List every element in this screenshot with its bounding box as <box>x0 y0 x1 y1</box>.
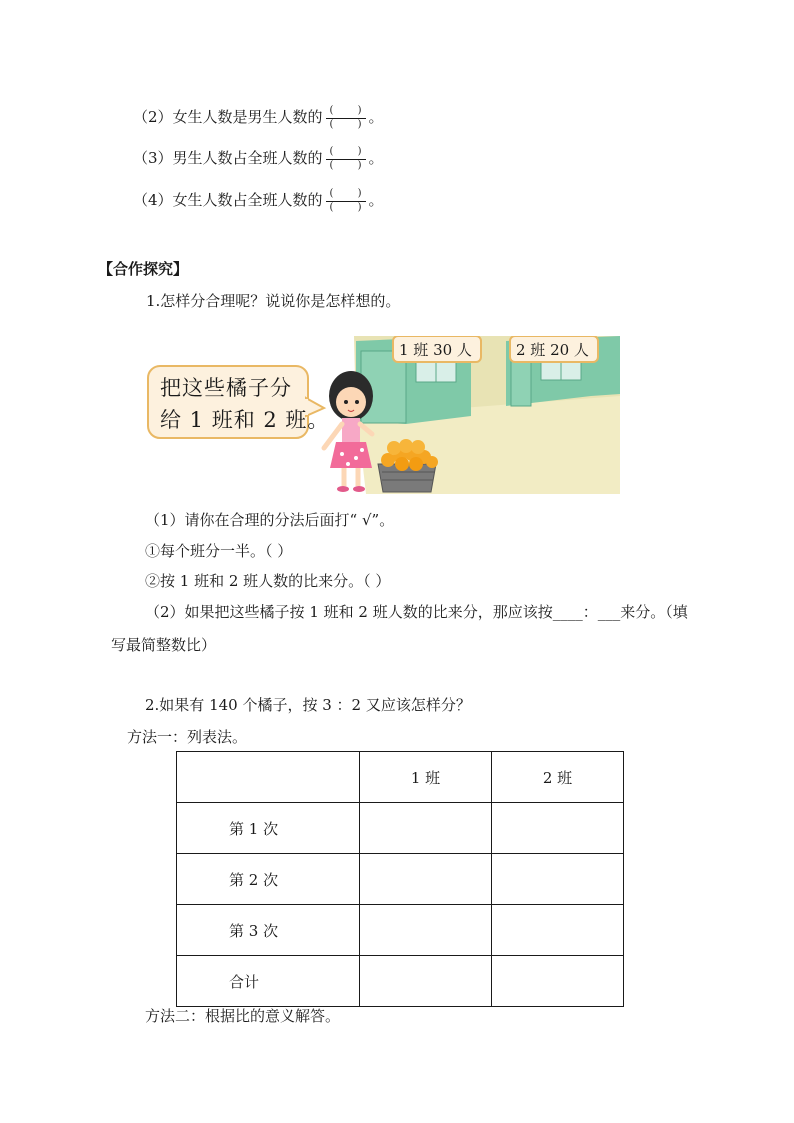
table-row <box>177 905 624 956</box>
method-2-label: 方法二：根据比的意义解答。 <box>145 1007 341 1025</box>
table-header-cell <box>177 752 360 803</box>
question-2: （2）女生人数是男生人数的 ( ) ( ) 。 <box>133 105 384 130</box>
sign-class-2-text: 2 班 20 人 <box>516 341 589 359</box>
answer-cell[interactable] <box>360 905 492 956</box>
answer-cell[interactable] <box>360 854 492 905</box>
task1-sub2-line1: （2）如果把这些橘子按 1 班和 2 班人数的比来分，那应该按____：___来分。（填 <box>145 603 688 621</box>
question-2-text: （2）女生人数是男生人数的 <box>133 108 323 126</box>
answer-cell[interactable] <box>360 803 492 854</box>
bubble-line-2: 给 1 班和 2 班。 <box>160 408 330 432</box>
table-header-cell: 2 班 <box>492 752 624 803</box>
task1-sub2-line2: 写最简整数比） <box>111 636 217 654</box>
question-3-text: （3）男生人数占全班人数的 <box>133 149 323 167</box>
task2-title: 2.如果有 140 个橘子，按 3 ：2 又应该怎样分？ <box>145 696 471 714</box>
row-label: 第 2 次 <box>177 854 360 905</box>
blank-fraction[interactable]: ( ) ( ) <box>324 147 368 171</box>
method-1-label: 方法一：列表法。 <box>127 728 248 746</box>
answer-cell[interactable] <box>492 803 624 854</box>
illustration <box>146 336 620 494</box>
row-label: 第 1 次 <box>177 803 360 854</box>
table-row <box>177 854 624 905</box>
task1-option-1[interactable]: ①每个班分一半。（ ） <box>145 542 293 560</box>
row-label: 合计 <box>177 956 360 1007</box>
table-header-cell: 1 班 <box>360 752 492 803</box>
row-label: 第 3 次 <box>177 905 360 956</box>
answer-cell[interactable] <box>360 956 492 1007</box>
task1-sub1: （1）请你在合理的分法后面打“ √”。 <box>145 511 395 529</box>
answer-cell[interactable] <box>492 956 624 1007</box>
section-title: 【合作探究】 <box>98 260 189 278</box>
blank-fraction[interactable]: ( ) ( ) <box>324 106 368 130</box>
table-header-row <box>177 752 624 803</box>
blank-fraction[interactable]: ( ) ( ) <box>324 189 368 213</box>
table-row <box>177 803 624 854</box>
answer-cell[interactable] <box>492 905 624 956</box>
distribution-table <box>176 751 624 1007</box>
table-row <box>177 956 624 1007</box>
question-4-text: （4）女生人数占全班人数的 <box>133 191 323 209</box>
sign-class-1-text: 1 班 30 人 <box>399 341 472 359</box>
task1-option-2[interactable]: ②按 1 班和 2 班人数的比来分。（ ） <box>145 572 391 590</box>
question-3: （3）男生人数占全班人数的 ( ) ( ) 。 <box>133 146 384 171</box>
answer-cell[interactable] <box>492 854 624 905</box>
task1-title: 1.怎样分合理呢？说说你是怎样想的。 <box>146 292 401 310</box>
question-4: （4）女生人数占全班人数的 ( ) ( ) 。 <box>133 188 384 213</box>
bubble-line-1: 把这些橘子分 <box>160 376 292 400</box>
